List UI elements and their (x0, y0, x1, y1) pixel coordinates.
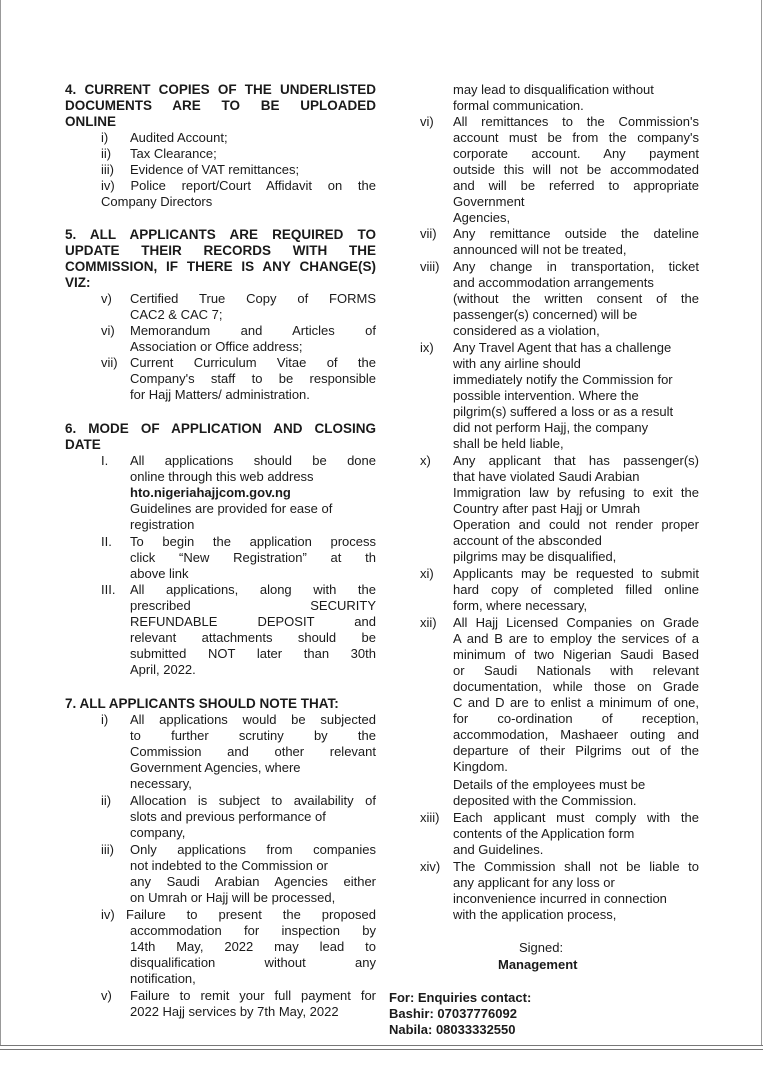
left-text-line: CAC2 & CAC 7; (130, 307, 223, 322)
left-text-line: REFUNDABLE DEPOSIT and (130, 614, 376, 629)
right-text-line: hard copy of completed filled online (453, 582, 699, 597)
left-text-line: 2022 Hajj services by 7th May, 2022 (130, 1004, 339, 1019)
right-text-line: outside this will not be accommodated (453, 162, 699, 177)
right-text-line: viii) (420, 259, 440, 274)
right-text-line: departure of their Pilgrims out of the (453, 743, 699, 758)
right-text-line: Management (498, 957, 578, 972)
page-border-right (761, 0, 762, 1045)
right-text-line: corporate account. Any payment (453, 146, 699, 161)
left-text-line: to further scrutiny by the (130, 728, 376, 743)
left-text-line: relevant attachments should be (130, 630, 376, 645)
left-text-line: Association or Office address; (130, 339, 303, 354)
right-text-line: xi) (420, 566, 434, 581)
left-text-line: vii) (101, 355, 118, 370)
left-text-line: Company Directors (101, 194, 213, 209)
right-text-line: A and B are to employ the services of a (453, 631, 699, 646)
right-text-line: deposited with the Commission. (453, 793, 637, 808)
left-text-line: ONLINE (65, 114, 117, 129)
right-text-line: Any remittance outside the dateline (453, 226, 699, 241)
right-text-line: may lead to disqualification without (453, 82, 654, 97)
right-text-line: vi) (420, 114, 434, 129)
left-text-line: Only applications from companies (130, 842, 376, 857)
left-text-line: hto.nigeriahajjcom.gov.ng (130, 485, 291, 500)
left-text-line: UPDATE THEIR RECORDS WITH THE (65, 243, 376, 258)
right-text-line: or Saudi Nationals with relevant (453, 663, 699, 678)
right-text-line: account of the absconded (453, 533, 602, 548)
left-text-line: Certified True Copy of FORMS (130, 291, 376, 306)
right-text-line: C and D are to enlist a minimum of one, (453, 695, 699, 710)
right-text-line: with the application process, (453, 907, 617, 922)
right-text-line: The Commission shall not be liable to (453, 859, 699, 874)
left-text-line: ii) (101, 146, 112, 161)
left-text-line: iii) (101, 162, 114, 177)
right-text-line: contents of the Application form (453, 826, 635, 841)
right-text-line: documentation, while those on Grade (453, 679, 699, 694)
left-text-line: Guidelines are provided for ease of (130, 501, 333, 516)
left-text-line: accommodation for inspection by (130, 923, 376, 938)
left-text-line: Commission and other relevant (130, 744, 376, 759)
right-text-line: Operation and could not render proper (453, 517, 699, 532)
right-text-line: Any change in transportation, ticket (453, 259, 699, 274)
left-text-line: disqualification without any (130, 955, 376, 970)
right-text-line: shall be held liable, (453, 436, 564, 451)
right-text-line: pilgrim(s) suffered a loss or as a result (453, 404, 674, 419)
right-text-line: and accommodation arrangements (453, 275, 654, 290)
left-text-line: Failure to present the proposed (126, 907, 376, 922)
right-text-line: Immigration law by refusing to exit the (453, 485, 699, 500)
right-text-line: pilgrims may be disqualified, (453, 549, 617, 564)
left-text-line: ii) (101, 793, 112, 808)
left-text-line: Failure to remit your full payment for (130, 988, 376, 1003)
left-text-line: on Umrah or Hajj will be processed, (130, 890, 336, 905)
left-text-line: not indebted to the Commission or (130, 858, 328, 873)
page-divider-bottom (0, 1049, 763, 1050)
right-text-line: x) (420, 453, 431, 468)
left-text-line: v) (101, 988, 112, 1003)
right-text-line: accommodation, Mashaeer outing and (453, 727, 699, 742)
right-text-line: Each applicant must comply with the (453, 810, 699, 825)
left-text-line: All applications, along with the (130, 582, 376, 597)
right-text-line: Any applicant that has passenger(s) (453, 453, 699, 468)
right-text-line: considered as a violation, (453, 323, 600, 338)
left-text-line: prescribed SECURITY (130, 598, 376, 613)
right-text-line: Kingdom. (453, 759, 508, 774)
left-text-line: for Hajj Matters/ administration. (130, 387, 310, 402)
right-text-line: immediately notify the Commission for (453, 372, 673, 387)
right-text-line: and will be referred to appropriate (453, 178, 699, 193)
right-text-line: minimum of two Nigerian Saudi Based (453, 647, 699, 662)
right-text-line: form, where necessary, (453, 598, 588, 613)
right-text-line: that have violated Saudi Arabian (453, 469, 640, 484)
left-text-line: notification, (130, 971, 196, 986)
right-text-line: All remittances to the Commission's (453, 114, 699, 129)
right-text-line: vii) (420, 226, 437, 241)
right-text-line: All Hajj Licensed Companies on Grade (453, 615, 699, 630)
right-text-line: Government (453, 194, 525, 209)
left-text-line: Allocation is subject to availability of (130, 793, 376, 808)
left-text-line: Memorandum and Articles of (130, 323, 376, 338)
left-text-line: Government Agencies, where (130, 760, 301, 775)
left-text-line: 6. MODE OF APPLICATION AND CLOSING (65, 421, 376, 436)
right-text-line: For: Enquiries contact: (389, 990, 532, 1005)
right-text-line: any applicant for any loss or (453, 875, 615, 890)
left-text-line: Current Curriculum Vitae of the (130, 355, 376, 370)
left-text-line: v) (101, 291, 112, 306)
right-text-line: (without the written consent of the (453, 291, 699, 306)
right-text-line: Applicants may be requested to submit (453, 566, 699, 581)
page-border-left (0, 0, 1, 1045)
right-text-line: and Guidelines. (453, 842, 544, 857)
left-text-line: slots and previous performance of (130, 809, 326, 824)
right-text-line: Nabila: 08033332550 (389, 1022, 516, 1037)
right-text-line: xiii) (420, 810, 440, 825)
right-text-line: inconvenience incurred in connection (453, 891, 667, 906)
left-text-line: necessary, (130, 776, 192, 791)
left-text-line: 4. CURRENT COPIES OF THE UNDERLISTED (65, 82, 376, 97)
left-text-line: VIZ: (65, 275, 91, 290)
left-text-line: i) (101, 712, 109, 727)
right-text-line: with any airline should (453, 356, 581, 371)
right-text-line: announced will not be treated, (453, 242, 627, 257)
left-text-line: All applications should be done (130, 453, 376, 468)
left-text-line: COMMISSION, IF THERE IS ANY CHANGE(S) (65, 259, 376, 274)
left-text-line: Evidence of VAT remittances; (130, 162, 300, 177)
left-text-line: iv) Police report/Court Affidavit on the (101, 178, 376, 193)
left-text-line: above link (130, 566, 189, 581)
left-text-line: 5. ALL APPLICANTS ARE REQUIRED TO (65, 227, 376, 242)
left-text-line: Audited Account; (130, 130, 228, 145)
left-text-line: DOCUMENTS ARE TO BE UPLOADED (65, 98, 376, 113)
right-text-line: did not perform Hajj, the company (453, 420, 649, 435)
left-text-line: submitted NOT later than 30th (130, 646, 376, 661)
right-text-line: Details of the employees must be (453, 777, 646, 792)
left-text-line: To begin the application process (130, 534, 376, 549)
left-text-line: II. (101, 534, 112, 549)
right-text-line: passenger(s) concerned) will be (453, 307, 638, 322)
right-text-line: Bashir: 07037776092 (389, 1006, 517, 1021)
left-text-line: any Saudi Arabian Agencies either (130, 874, 376, 889)
left-text-line: iv) (101, 907, 115, 922)
right-text-line: Country after past Hajj or Umrah (453, 501, 641, 516)
page-divider-top (0, 1045, 763, 1046)
right-text-line: formal communication. (453, 98, 584, 113)
left-text-line: April, 2022. (130, 662, 196, 677)
right-text-line: account must be from the company's (453, 130, 699, 145)
left-text-line: 14th May, 2022 may lead to (130, 939, 376, 954)
left-text-line: Tax Clearance; (130, 146, 217, 161)
right-text-line: ix) (420, 340, 434, 355)
left-text-line: 7. ALL APPLICANTS SHOULD NOTE THAT: (65, 696, 339, 711)
left-text-line: iii) (101, 842, 114, 857)
left-text-line: I. (101, 453, 109, 468)
right-text-line: xiv) (420, 859, 441, 874)
left-text-line: i) (101, 130, 109, 145)
left-text-line: company, (130, 825, 186, 840)
right-text-line: xii) (420, 615, 437, 630)
left-text-line: DATE (65, 437, 101, 452)
left-text-line: click “New Registration” at th (130, 550, 376, 565)
left-text-line: registration (130, 517, 195, 532)
left-text-line: Company's staff to be responsible (130, 371, 376, 386)
right-text-line: for co-ordination of reception, (453, 711, 699, 726)
right-text-line: Agencies, (453, 210, 511, 225)
right-text-line: Signed: (519, 940, 564, 955)
right-text-line: Any Travel Agent that has a challenge (453, 340, 672, 355)
left-text-line: vi) (101, 323, 115, 338)
right-text-line: possible intervention. Where the (453, 388, 639, 403)
left-text-line: online through this web address (130, 469, 314, 484)
left-text-line: All applications would be subjected (130, 712, 376, 727)
left-text-line: III. (101, 582, 116, 597)
